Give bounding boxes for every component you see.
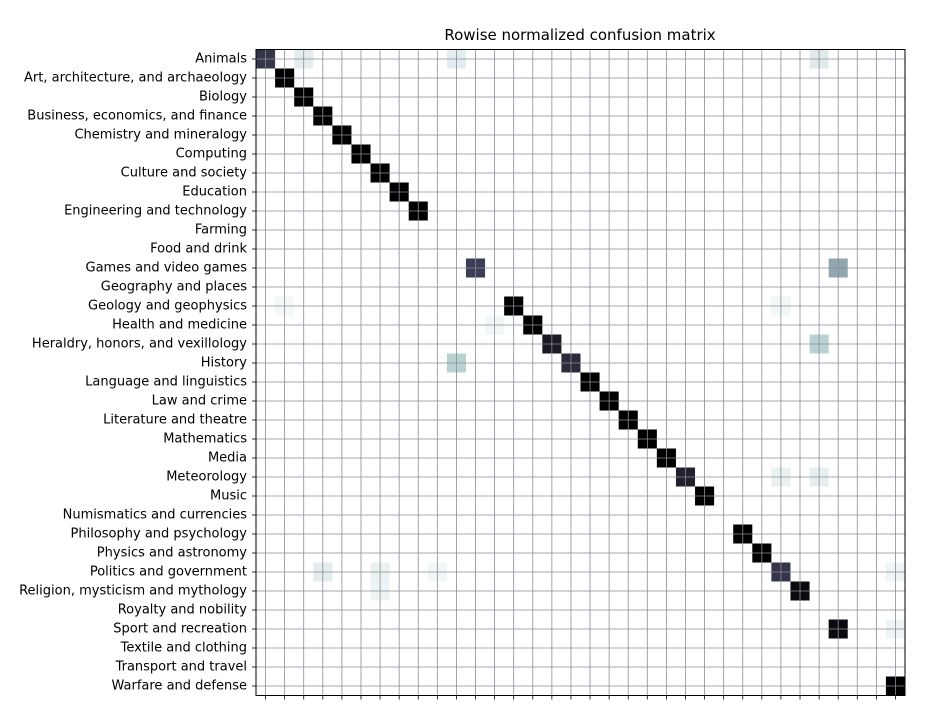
- y-tick-label: Chemistry and mineralogy: [74, 127, 247, 143]
- y-tick-label: Literature and theatre: [103, 412, 247, 428]
- y-tick-label: Food and drink: [150, 241, 247, 257]
- y-tick-label: Sport and recreation: [113, 621, 247, 637]
- y-tick-label: Animals: [195, 51, 247, 67]
- y-tick-label: Mathematics: [163, 431, 247, 447]
- chart-title: Rowise normalized confusion matrix: [444, 26, 716, 44]
- y-tick-label: History: [200, 355, 247, 371]
- y-tick-label: Royalty and nobility: [117, 602, 247, 618]
- y-tick-label: Engineering and technology: [64, 203, 247, 219]
- y-tick-label: Language and linguistics: [85, 374, 247, 390]
- y-tick-label: Culture and society: [120, 165, 247, 181]
- y-tick-label: Geography and places: [100, 279, 247, 295]
- y-tick-label: Textile and clothing: [120, 640, 247, 656]
- y-tick-label: Media: [207, 450, 247, 466]
- y-tick-label: Philosophy and psychology: [70, 526, 247, 542]
- y-tick-label: Meteorology: [166, 469, 247, 485]
- y-tick-label: Business, economics, and finance: [27, 108, 247, 124]
- y-tick-label: Music: [210, 488, 247, 504]
- heatmap-cells: [256, 50, 905, 696]
- y-tick-label: Heraldry, honors, and vexillology: [31, 336, 247, 352]
- y-tick-label: Farming: [194, 222, 247, 238]
- axis-ticks: [252, 59, 895, 700]
- y-tick-label: Biology: [199, 89, 247, 105]
- y-tick-label: Law and crime: [151, 393, 247, 409]
- y-tick-label: Games and video games: [85, 260, 247, 276]
- y-tick-label: Geology and geophysics: [88, 298, 247, 314]
- row-labels: [19, 52, 247, 694]
- y-tick-label: Health and medicine: [112, 317, 247, 333]
- y-tick-label: Art, architecture, and archaeology: [24, 70, 247, 86]
- y-tick-label: Politics and government: [89, 564, 247, 580]
- y-tick-label: Numismatics and currencies: [62, 507, 247, 523]
- y-tick-label: Religion, mysticism and mythology: [19, 583, 247, 599]
- y-tick-label: Warfare and defense: [111, 678, 247, 694]
- y-tick-label: Physics and astronomy: [96, 545, 247, 561]
- y-tick-label: Education: [182, 184, 247, 200]
- y-tick-label: Computing: [175, 146, 247, 162]
- y-tick-label: Transport and travel: [115, 659, 247, 675]
